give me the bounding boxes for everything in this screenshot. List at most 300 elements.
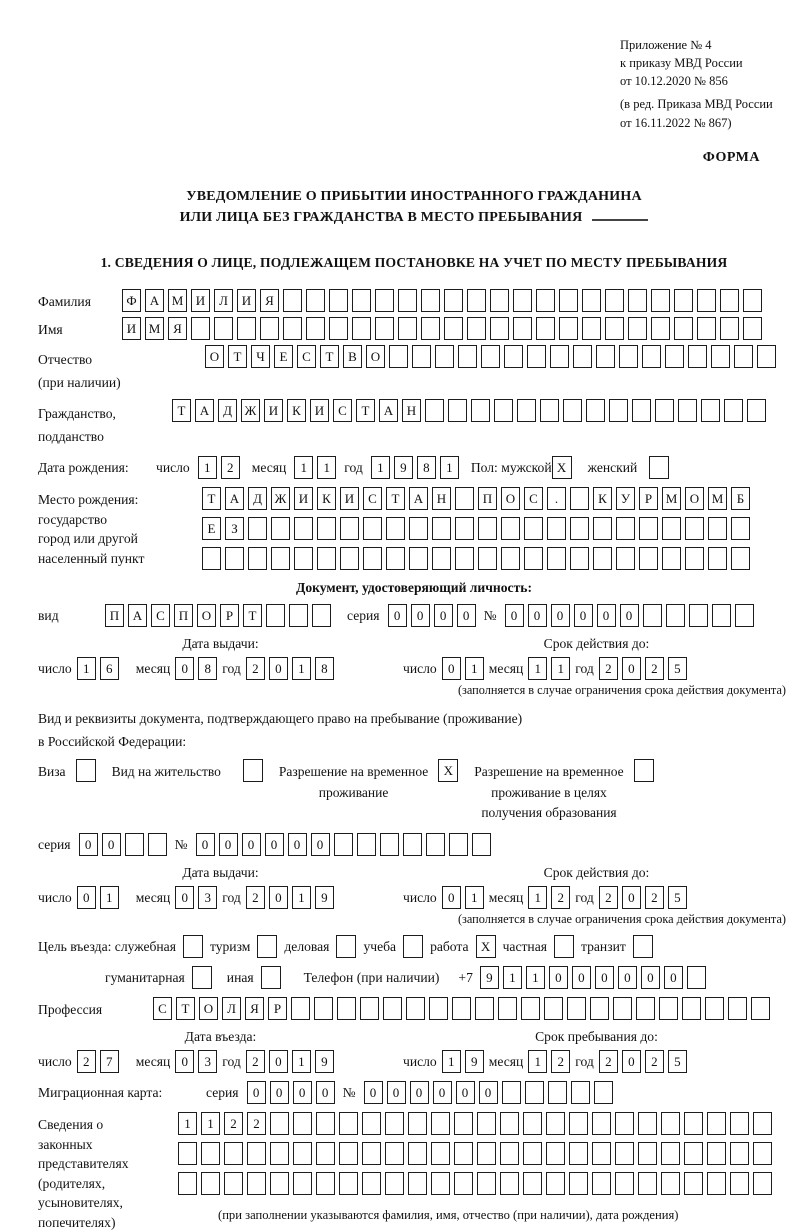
char-cell[interactable]: В (343, 345, 362, 368)
char-cell[interactable] (569, 1142, 588, 1165)
char-cell[interactable]: 1 (528, 886, 547, 909)
char-cell[interactable]: 0 (79, 833, 98, 856)
char-cell[interactable] (527, 345, 546, 368)
char-cell[interactable]: 0 (77, 886, 96, 909)
char-cell[interactable] (685, 517, 704, 540)
char-cell[interactable] (661, 1112, 680, 1135)
char-cell[interactable] (582, 289, 601, 312)
char-cell[interactable] (271, 517, 290, 540)
char-cell[interactable] (747, 399, 766, 422)
char-cell[interactable] (613, 997, 632, 1020)
char-cell[interactable]: Т (172, 399, 191, 422)
char-cell[interactable]: 0 (641, 966, 660, 989)
char-cell[interactable] (573, 345, 592, 368)
char-cell[interactable]: 0 (528, 604, 547, 627)
char-cell[interactable] (352, 317, 371, 340)
char-cell[interactable] (477, 1142, 496, 1165)
char-cell[interactable]: 0 (247, 1081, 266, 1104)
char-cell[interactable] (559, 289, 578, 312)
char-cell[interactable]: 3 (198, 1050, 217, 1073)
char-cell[interactable]: О (197, 604, 216, 627)
purpose-private-checkbox[interactable] (554, 935, 574, 958)
char-cell[interactable] (432, 517, 451, 540)
char-cell[interactable] (697, 289, 716, 312)
char-cell[interactable] (283, 289, 302, 312)
char-cell[interactable]: 9 (480, 966, 499, 989)
char-cell[interactable]: М (708, 487, 727, 510)
char-cell[interactable] (615, 1112, 634, 1135)
char-cell[interactable] (517, 399, 536, 422)
char-cell[interactable] (248, 517, 267, 540)
char-cell[interactable] (615, 1142, 634, 1165)
char-cell[interactable]: 2 (224, 1112, 243, 1135)
purpose-transit-checkbox[interactable] (633, 935, 653, 958)
char-cell[interactable] (594, 1081, 613, 1104)
char-cell[interactable]: 2 (645, 1050, 664, 1073)
char-cell[interactable]: А (195, 399, 214, 422)
char-cell[interactable] (448, 399, 467, 422)
char-cell[interactable] (178, 1172, 197, 1195)
char-cell[interactable] (385, 1172, 404, 1195)
char-cell[interactable] (685, 547, 704, 570)
char-cell[interactable]: 9 (315, 1050, 334, 1073)
char-cell[interactable]: 0 (196, 833, 215, 856)
char-cell[interactable] (202, 547, 221, 570)
char-cell[interactable] (270, 1172, 289, 1195)
char-cell[interactable] (191, 317, 210, 340)
char-cell[interactable] (712, 604, 731, 627)
char-cell[interactable] (500, 1112, 519, 1135)
char-cell[interactable]: 1 (178, 1112, 197, 1135)
char-cell[interactable] (513, 289, 532, 312)
char-cell[interactable] (293, 1142, 312, 1165)
char-cell[interactable] (605, 289, 624, 312)
char-cell[interactable] (455, 487, 474, 510)
char-cell[interactable] (293, 1172, 312, 1195)
char-cell[interactable] (628, 289, 647, 312)
char-cell[interactable] (735, 604, 754, 627)
char-cell[interactable]: Ж (241, 399, 260, 422)
char-cell[interactable] (431, 1172, 450, 1195)
char-cell[interactable]: 9 (315, 886, 334, 909)
char-cell[interactable] (362, 1172, 381, 1195)
char-cell[interactable]: С (153, 997, 172, 1020)
char-cell[interactable] (547, 547, 566, 570)
char-cell[interactable]: 6 (100, 657, 119, 680)
char-cell[interactable]: 1 (442, 1050, 461, 1073)
char-cell[interactable]: Т (176, 997, 195, 1020)
char-cell[interactable] (357, 833, 376, 856)
char-cell[interactable]: 0 (549, 966, 568, 989)
char-cell[interactable]: 1 (198, 456, 217, 479)
char-cell[interactable] (477, 1112, 496, 1135)
char-cell[interactable]: И (340, 487, 359, 510)
char-cell[interactable]: 1 (77, 657, 96, 680)
char-cell[interactable] (458, 345, 477, 368)
char-cell[interactable] (559, 317, 578, 340)
char-cell[interactable]: 1 (528, 1050, 547, 1073)
char-cell[interactable] (665, 345, 684, 368)
char-cell[interactable] (270, 1112, 289, 1135)
char-cell[interactable]: Н (402, 399, 421, 422)
char-cell[interactable] (540, 399, 559, 422)
char-cell[interactable]: 0 (269, 657, 288, 680)
char-cell[interactable] (490, 317, 509, 340)
char-cell[interactable] (596, 345, 615, 368)
char-cell[interactable] (525, 1081, 544, 1104)
char-cell[interactable]: 7 (100, 1050, 119, 1073)
char-cell[interactable]: 0 (664, 966, 683, 989)
char-cell[interactable]: С (524, 487, 543, 510)
char-cell[interactable]: 1 (528, 657, 547, 680)
char-cell[interactable] (521, 997, 540, 1020)
char-cell[interactable]: Л (222, 997, 241, 1020)
char-cell[interactable] (467, 317, 486, 340)
char-cell[interactable]: Ч (251, 345, 270, 368)
char-cell[interactable] (753, 1172, 772, 1195)
char-cell[interactable] (340, 517, 359, 540)
char-cell[interactable] (494, 399, 513, 422)
char-cell[interactable] (449, 833, 468, 856)
char-cell[interactable] (567, 997, 586, 1020)
char-cell[interactable] (728, 997, 747, 1020)
char-cell[interactable] (316, 1172, 335, 1195)
char-cell[interactable] (689, 604, 708, 627)
char-cell[interactable] (201, 1172, 220, 1195)
char-cell[interactable] (455, 517, 474, 540)
char-cell[interactable]: 2 (599, 657, 618, 680)
char-cell[interactable]: 0 (442, 657, 461, 680)
char-cell[interactable]: 0 (175, 1050, 194, 1073)
char-cell[interactable] (563, 399, 582, 422)
char-cell[interactable] (403, 833, 422, 856)
char-cell[interactable]: 0 (434, 604, 453, 627)
char-cell[interactable]: 1 (503, 966, 522, 989)
char-cell[interactable] (701, 399, 720, 422)
char-cell[interactable]: И (294, 487, 313, 510)
char-cell[interactable]: . (547, 487, 566, 510)
char-cell[interactable]: 1 (292, 1050, 311, 1073)
char-cell[interactable]: А (225, 487, 244, 510)
purpose-humanitarian-checkbox[interactable] (192, 966, 212, 989)
char-cell[interactable]: 2 (551, 1050, 570, 1073)
char-cell[interactable] (435, 345, 454, 368)
char-cell[interactable] (605, 317, 624, 340)
char-cell[interactable] (498, 997, 517, 1020)
char-cell[interactable]: 0 (269, 886, 288, 909)
char-cell[interactable] (638, 1172, 657, 1195)
char-cell[interactable] (682, 997, 701, 1020)
char-cell[interactable] (569, 1112, 588, 1135)
char-cell[interactable]: П (105, 604, 124, 627)
char-cell[interactable] (408, 1142, 427, 1165)
char-cell[interactable] (546, 1112, 565, 1135)
char-cell[interactable] (454, 1172, 473, 1195)
char-cell[interactable]: 0 (442, 886, 461, 909)
char-cell[interactable]: Т (356, 399, 375, 422)
char-cell[interactable] (651, 317, 670, 340)
char-cell[interactable] (674, 289, 693, 312)
purpose-official-checkbox[interactable] (183, 935, 203, 958)
char-cell[interactable]: Я (245, 997, 264, 1020)
char-cell[interactable] (224, 1172, 243, 1195)
char-cell[interactable] (638, 1112, 657, 1135)
char-cell[interactable] (385, 1112, 404, 1135)
char-cell[interactable] (316, 1112, 335, 1135)
char-cell[interactable]: М (662, 487, 681, 510)
char-cell[interactable]: 2 (221, 456, 240, 479)
char-cell[interactable] (339, 1172, 358, 1195)
char-cell[interactable] (570, 487, 589, 510)
char-cell[interactable] (642, 345, 661, 368)
char-cell[interactable] (678, 399, 697, 422)
char-cell[interactable] (724, 399, 743, 422)
char-cell[interactable] (478, 517, 497, 540)
char-cell[interactable]: К (317, 487, 336, 510)
char-cell[interactable] (628, 317, 647, 340)
char-cell[interactable] (455, 547, 474, 570)
char-cell[interactable] (570, 547, 589, 570)
char-cell[interactable]: О (501, 487, 520, 510)
char-cell[interactable]: И (310, 399, 329, 422)
char-cell[interactable] (432, 547, 451, 570)
char-cell[interactable] (501, 517, 520, 540)
char-cell[interactable] (708, 547, 727, 570)
char-cell[interactable] (375, 289, 394, 312)
char-cell[interactable] (524, 547, 543, 570)
char-cell[interactable] (337, 997, 356, 1020)
char-cell[interactable] (734, 345, 753, 368)
char-cell[interactable] (431, 1112, 450, 1135)
char-cell[interactable] (444, 289, 463, 312)
char-cell[interactable] (501, 547, 520, 570)
char-cell[interactable]: 2 (599, 1050, 618, 1073)
char-cell[interactable] (429, 997, 448, 1020)
char-cell[interactable] (490, 289, 509, 312)
char-cell[interactable] (360, 997, 379, 1020)
char-cell[interactable] (352, 289, 371, 312)
char-cell[interactable] (444, 317, 463, 340)
char-cell[interactable]: Л (214, 289, 233, 312)
char-cell[interactable] (500, 1142, 519, 1165)
char-cell[interactable] (363, 547, 382, 570)
char-cell[interactable] (609, 399, 628, 422)
char-cell[interactable] (666, 604, 685, 627)
char-cell[interactable] (271, 547, 290, 570)
char-cell[interactable]: 0 (595, 966, 614, 989)
char-cell[interactable] (362, 1112, 381, 1135)
char-cell[interactable] (661, 1142, 680, 1165)
char-cell[interactable] (293, 1112, 312, 1135)
char-cell[interactable] (705, 997, 724, 1020)
char-cell[interactable]: Т (243, 604, 262, 627)
char-cell[interactable] (548, 1081, 567, 1104)
char-cell[interactable]: Н (432, 487, 451, 510)
char-cell[interactable] (467, 289, 486, 312)
char-cell[interactable] (582, 317, 601, 340)
char-cell[interactable]: 0 (622, 1050, 641, 1073)
char-cell[interactable]: 2 (645, 886, 664, 909)
char-cell[interactable]: 0 (411, 604, 430, 627)
char-cell[interactable]: 0 (102, 833, 121, 856)
char-cell[interactable] (289, 604, 308, 627)
char-cell[interactable] (684, 1172, 703, 1195)
char-cell[interactable]: З (225, 517, 244, 540)
char-cell[interactable] (425, 399, 444, 422)
char-cell[interactable] (477, 1172, 496, 1195)
char-cell[interactable]: А (128, 604, 147, 627)
char-cell[interactable] (363, 517, 382, 540)
char-cell[interactable]: Т (320, 345, 339, 368)
char-cell[interactable] (697, 317, 716, 340)
char-cell[interactable] (731, 547, 750, 570)
char-cell[interactable] (662, 517, 681, 540)
char-cell[interactable] (570, 517, 589, 540)
char-cell[interactable] (751, 997, 770, 1020)
char-cell[interactable] (406, 997, 425, 1020)
char-cell[interactable] (708, 517, 727, 540)
residence-permit-checkbox[interactable] (243, 759, 263, 782)
char-cell[interactable] (408, 1172, 427, 1195)
char-cell[interactable] (720, 289, 739, 312)
char-cell[interactable]: 2 (246, 1050, 265, 1073)
char-cell[interactable] (375, 317, 394, 340)
char-cell[interactable] (536, 317, 555, 340)
char-cell[interactable] (475, 997, 494, 1020)
char-cell[interactable]: О (199, 997, 218, 1020)
char-cell[interactable] (753, 1112, 772, 1135)
char-cell[interactable]: 1 (292, 657, 311, 680)
char-cell[interactable] (730, 1172, 749, 1195)
char-cell[interactable] (409, 547, 428, 570)
purpose-work-checkbox[interactable]: X (476, 935, 496, 958)
char-cell[interactable]: 0 (265, 833, 284, 856)
char-cell[interactable]: 8 (417, 456, 436, 479)
char-cell[interactable] (398, 289, 417, 312)
char-cell[interactable]: 2 (645, 657, 664, 680)
char-cell[interactable] (383, 997, 402, 1020)
char-cell[interactable]: 1 (371, 456, 390, 479)
char-cell[interactable] (339, 1112, 358, 1135)
char-cell[interactable] (408, 1112, 427, 1135)
char-cell[interactable] (592, 1142, 611, 1165)
visa-checkbox[interactable] (76, 759, 96, 782)
char-cell[interactable] (513, 317, 532, 340)
char-cell[interactable] (294, 517, 313, 540)
char-cell[interactable] (502, 1081, 521, 1104)
char-cell[interactable] (616, 547, 635, 570)
temp-residence-edu-checkbox[interactable] (634, 759, 654, 782)
char-cell[interactable] (730, 1112, 749, 1135)
char-cell[interactable] (471, 399, 490, 422)
char-cell[interactable] (201, 1142, 220, 1165)
char-cell[interactable]: И (264, 399, 283, 422)
char-cell[interactable]: И (122, 317, 141, 340)
char-cell[interactable]: 0 (387, 1081, 406, 1104)
char-cell[interactable] (386, 517, 405, 540)
char-cell[interactable] (362, 1142, 381, 1165)
char-cell[interactable]: 1 (100, 886, 119, 909)
char-cell[interactable] (616, 517, 635, 540)
char-cell[interactable]: С (297, 345, 316, 368)
char-cell[interactable] (593, 517, 612, 540)
char-cell[interactable]: С (363, 487, 382, 510)
char-cell[interactable]: 2 (247, 1112, 266, 1135)
char-cell[interactable] (659, 997, 678, 1020)
char-cell[interactable]: П (478, 487, 497, 510)
char-cell[interactable] (339, 1142, 358, 1165)
char-cell[interactable]: Р (220, 604, 239, 627)
char-cell[interactable] (291, 997, 310, 1020)
char-cell[interactable]: С (333, 399, 352, 422)
char-cell[interactable]: Я (260, 289, 279, 312)
char-cell[interactable] (260, 317, 279, 340)
char-cell[interactable]: 0 (479, 1081, 498, 1104)
char-cell[interactable]: Б (731, 487, 750, 510)
char-cell[interactable] (504, 345, 523, 368)
char-cell[interactable] (283, 317, 302, 340)
char-cell[interactable]: 0 (456, 1081, 475, 1104)
char-cell[interactable]: 0 (175, 886, 194, 909)
char-cell[interactable] (592, 1172, 611, 1195)
char-cell[interactable] (214, 317, 233, 340)
char-cell[interactable] (225, 547, 244, 570)
char-cell[interactable] (662, 547, 681, 570)
char-cell[interactable] (306, 289, 325, 312)
char-cell[interactable] (481, 345, 500, 368)
sex-female-checkbox[interactable] (649, 456, 669, 479)
char-cell[interactable] (687, 966, 706, 989)
char-cell[interactable]: 0 (219, 833, 238, 856)
char-cell[interactable] (707, 1112, 726, 1135)
char-cell[interactable] (636, 997, 655, 1020)
char-cell[interactable]: 1 (465, 886, 484, 909)
char-cell[interactable]: 0 (622, 657, 641, 680)
char-cell[interactable] (314, 997, 333, 1020)
char-cell[interactable]: М (145, 317, 164, 340)
char-cell[interactable] (421, 317, 440, 340)
char-cell[interactable]: П (174, 604, 193, 627)
char-cell[interactable]: Т (228, 345, 247, 368)
char-cell[interactable] (639, 517, 658, 540)
char-cell[interactable] (592, 1112, 611, 1135)
char-cell[interactable] (632, 399, 651, 422)
char-cell[interactable]: О (366, 345, 385, 368)
char-cell[interactable] (500, 1172, 519, 1195)
char-cell[interactable] (655, 399, 674, 422)
char-cell[interactable]: 0 (288, 833, 307, 856)
char-cell[interactable]: Е (274, 345, 293, 368)
char-cell[interactable]: У (616, 487, 635, 510)
char-cell[interactable]: О (685, 487, 704, 510)
char-cell[interactable] (711, 345, 730, 368)
char-cell[interactable] (316, 1142, 335, 1165)
char-cell[interactable] (178, 1142, 197, 1165)
char-cell[interactable]: 0 (364, 1081, 383, 1104)
char-cell[interactable] (454, 1112, 473, 1135)
char-cell[interactable]: 0 (293, 1081, 312, 1104)
char-cell[interactable] (125, 833, 144, 856)
char-cell[interactable]: 0 (388, 604, 407, 627)
char-cell[interactable] (684, 1142, 703, 1165)
char-cell[interactable] (294, 547, 313, 570)
char-cell[interactable]: 0 (433, 1081, 452, 1104)
char-cell[interactable]: К (287, 399, 306, 422)
char-cell[interactable] (730, 1142, 749, 1165)
char-cell[interactable]: И (237, 289, 256, 312)
char-cell[interactable]: Р (268, 997, 287, 1020)
char-cell[interactable]: К (593, 487, 612, 510)
